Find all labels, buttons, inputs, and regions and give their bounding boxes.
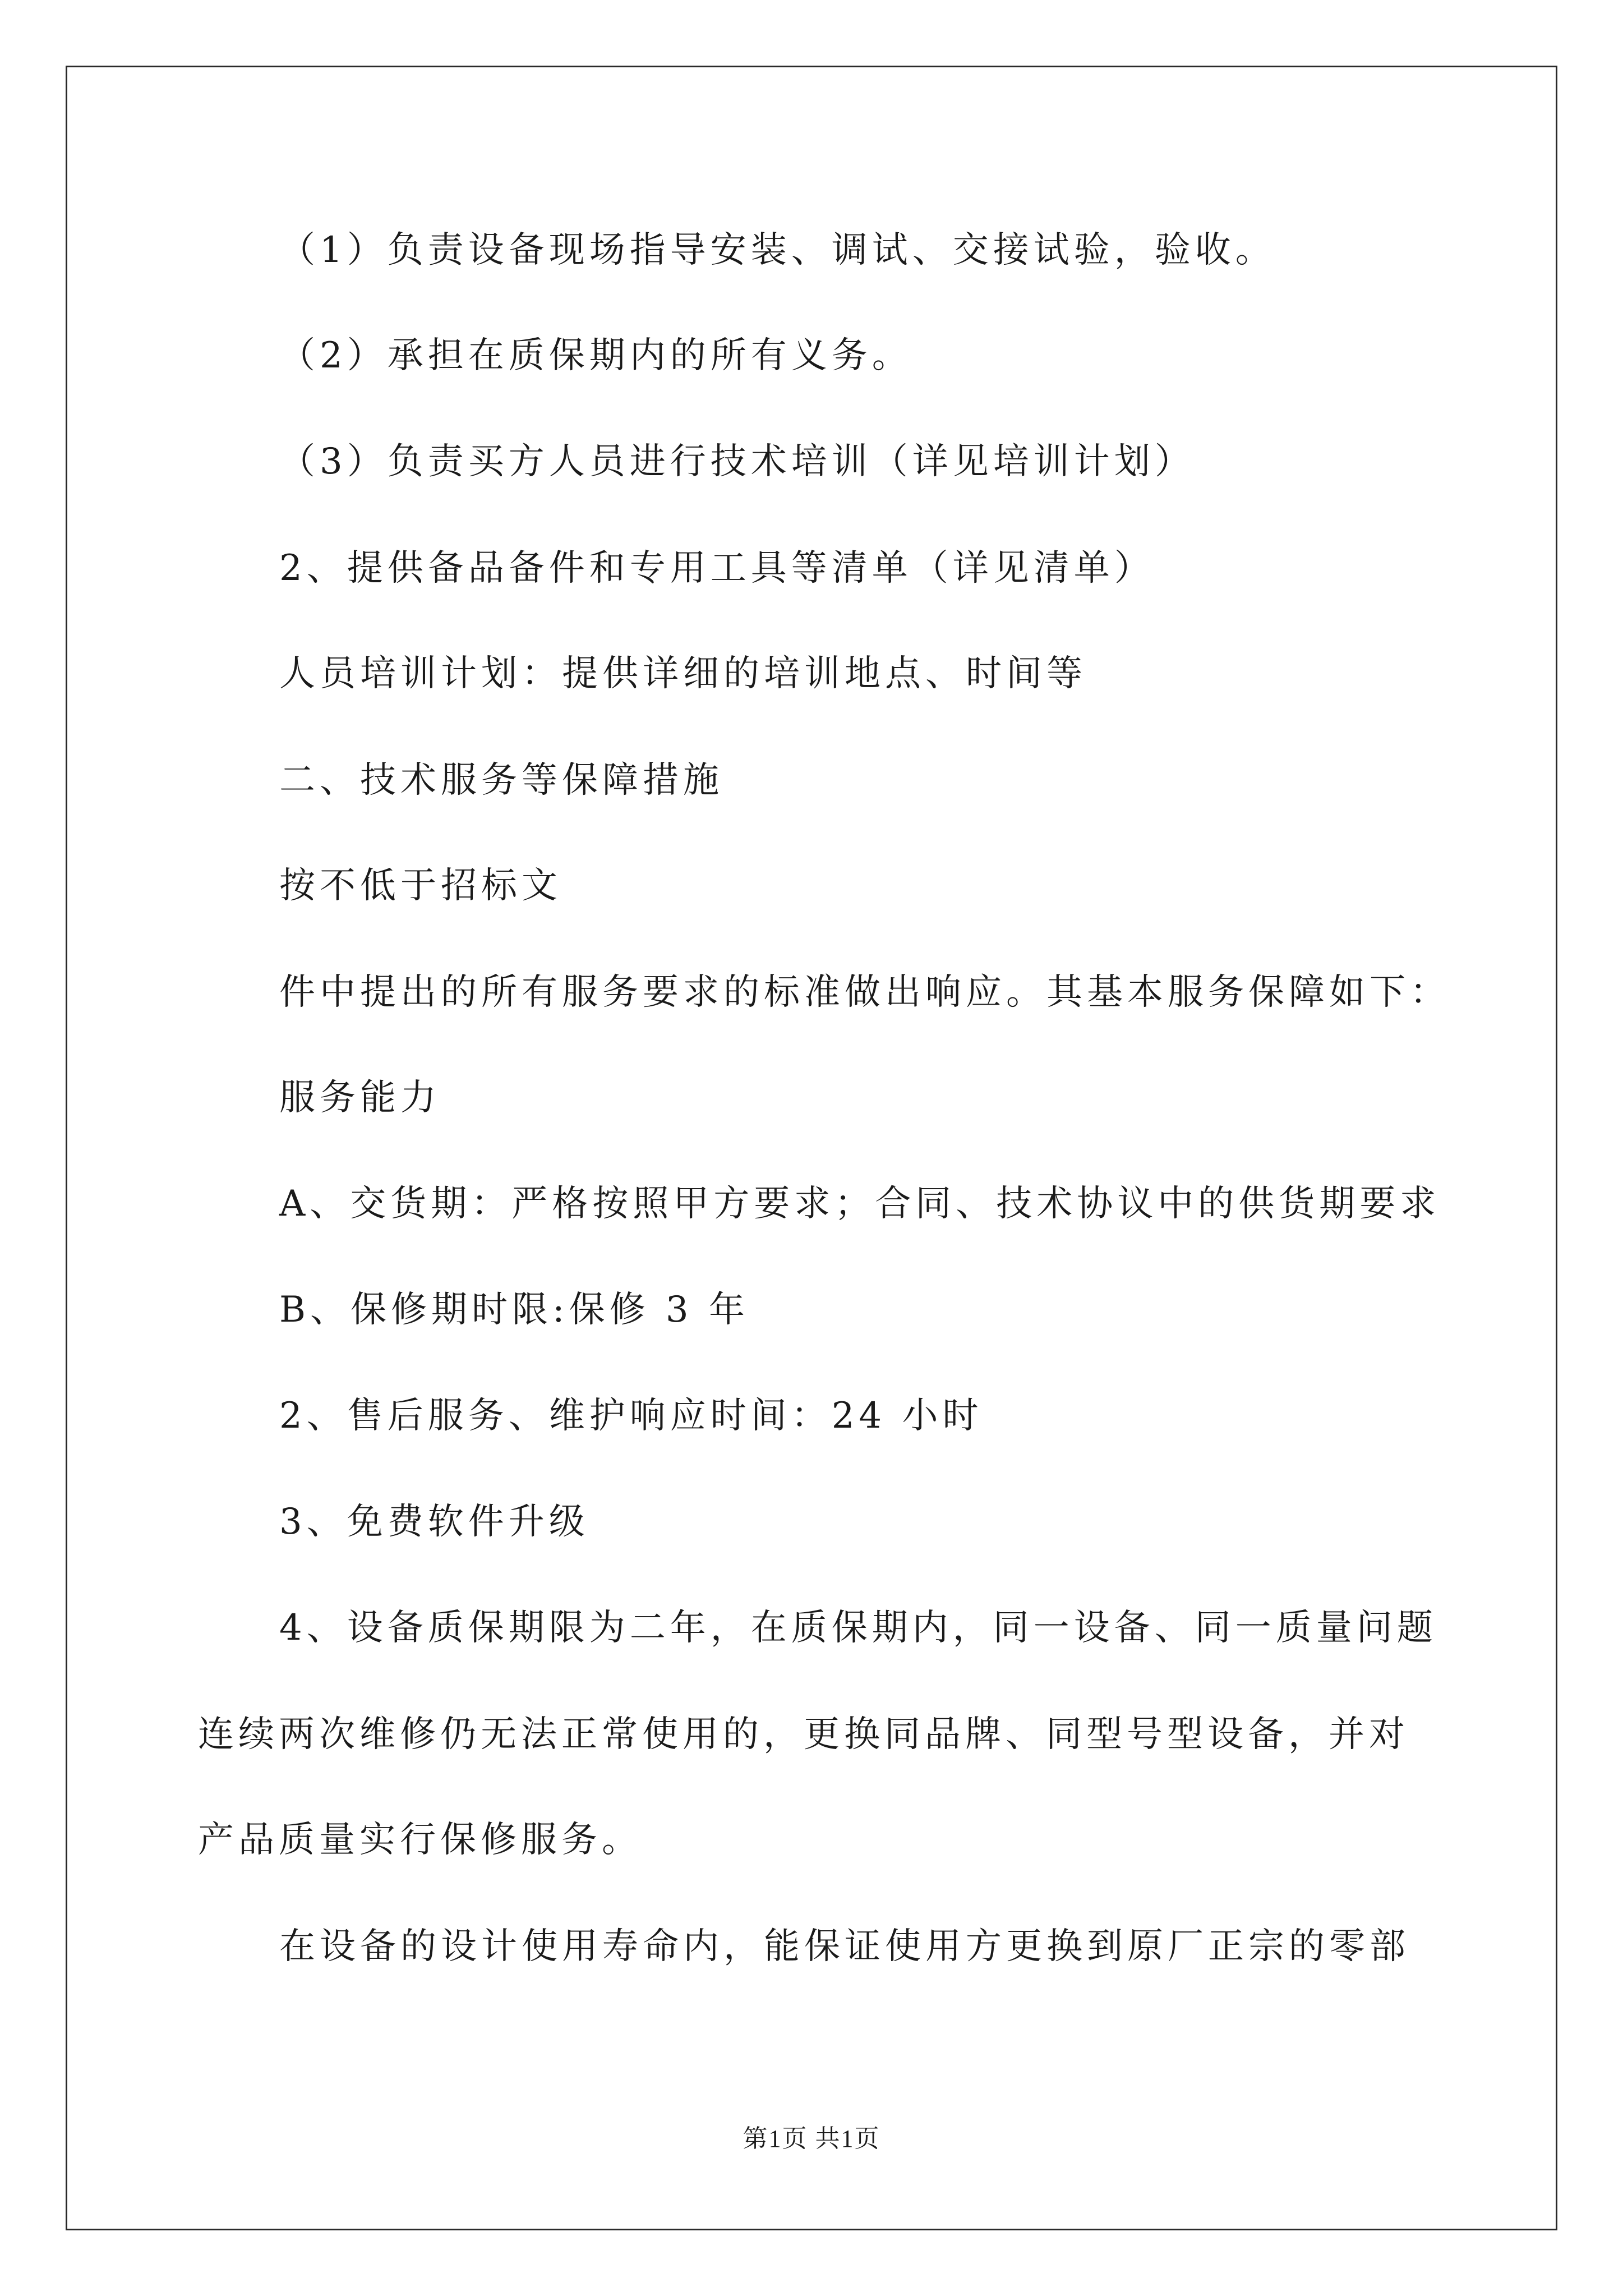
- text-line-11: B、保修期时限:保修 3 年: [279, 1289, 749, 1331]
- page-number-footer: 第1页 共1页: [743, 2125, 880, 2152]
- text-line-13: 3、免费软件升级: [279, 1501, 589, 1543]
- text-line-15: 连续两次维修仍无法正常使用的，更换同品牌、同型号型设备，并对: [198, 1714, 1409, 1755]
- text-line-12: 2、售后服务、维护响应时间：24 小时: [279, 1395, 983, 1437]
- text-line-5: 人员培训计划：提供详细的培训地点、时间等: [279, 653, 1087, 694]
- text-line-10: A、交货期：严格按照甲方要求；合同、技术协议中的供货期要求: [279, 1183, 1441, 1225]
- text-line-4: 2、提供备品备件和专用工具等清单（详见清单）: [279, 547, 1155, 589]
- text-line-9: 服务能力: [279, 1077, 441, 1119]
- text-line-1: （1）负责设备现场指导安装、调试、交接试验，验收。: [279, 229, 1276, 271]
- text-line-16: 产品质量实行保修服务。: [198, 1819, 642, 1861]
- text-line-14: 4、设备质保期限为二年，在质保期内，同一设备、同一质量问题: [279, 1607, 1437, 1649]
- text-line-2: （2）承担在质保期内的所有义务。: [279, 335, 912, 376]
- text-line-17: 在设备的设计使用寿命内，能保证使用方更换到原厂正宗的零部: [279, 1926, 1410, 1967]
- text-line-3: （3）负责买方人员进行技术培训（详见培训计划）: [279, 441, 1195, 482]
- text-line-6: 二、技术服务等保障措施: [279, 760, 723, 801]
- page-border: [66, 66, 1557, 2230]
- text-line-8: 件中提出的所有服务要求的标准做出响应。其基本服务保障如下：: [279, 972, 1450, 1013]
- text-line-7: 按不低于招标文: [279, 865, 562, 907]
